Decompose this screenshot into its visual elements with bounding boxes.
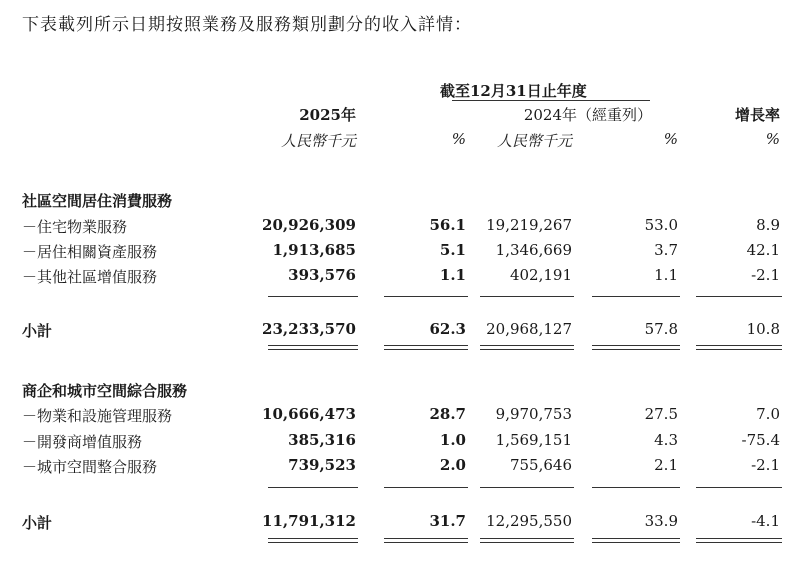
value-2025: 10,666,473 <box>262 405 356 423</box>
rule <box>480 487 574 488</box>
rule <box>592 296 680 297</box>
rule <box>696 296 782 297</box>
double-rule <box>480 345 574 350</box>
row-label: －城市空間整合服務 <box>22 458 158 476</box>
pct-2024: 4.3 <box>654 431 678 449</box>
table-row <box>0 266 800 290</box>
rule <box>384 296 468 297</box>
year-current-header: 2025年 <box>299 106 356 124</box>
value-2025: 385,316 <box>288 431 356 449</box>
pct-2025: 62.3 <box>429 320 466 338</box>
subtotal-label: 小計 <box>22 514 53 532</box>
pct-2025: 1.0 <box>439 431 466 449</box>
growth-rate: -4.1 <box>751 512 780 530</box>
year-prior-header: 2024年（經重列） <box>523 106 652 124</box>
pct-2025: 1.1 <box>439 266 466 284</box>
value-2024: 1,569,151 <box>495 431 572 449</box>
intro-text: 下表載列所示日期按照業務及服務類別劃分的收入詳情： <box>22 15 472 35</box>
double-rule <box>268 538 358 543</box>
value-2025: 1,913,685 <box>272 241 356 259</box>
row-label: －居住相關資產服務 <box>22 243 158 261</box>
unit-prior-header: 人民幣千元 <box>496 132 572 150</box>
value-2024: 9,970,753 <box>495 405 572 423</box>
pct-2024: 3.7 <box>654 241 678 259</box>
double-rule <box>384 538 468 543</box>
growth-rate: -2.1 <box>751 266 780 284</box>
pct-2024: 57.8 <box>644 320 678 338</box>
period-header: 截至12月31日止年度 <box>440 82 587 100</box>
row-label: －物業和設施管理服務 <box>22 407 173 425</box>
subtotal-row <box>0 320 800 344</box>
double-rule <box>696 345 782 350</box>
value-2025: 23,233,570 <box>262 320 356 338</box>
double-rule <box>384 345 468 350</box>
growth-rate: 8.9 <box>756 216 780 234</box>
pct-2024: 1.1 <box>654 266 678 284</box>
section-title: 社區空間居住消費服務 <box>22 192 173 210</box>
value-2025: 393,576 <box>288 266 356 284</box>
value-2025: 739,523 <box>288 456 356 474</box>
table-row <box>0 431 800 455</box>
growth-header: 增長率 <box>734 106 780 124</box>
section-title: 商企和城市空間綜合服務 <box>22 382 188 400</box>
rule <box>384 487 468 488</box>
row-label: －住宅物業服務 <box>22 218 128 236</box>
pct-2025: 31.7 <box>429 512 466 530</box>
unit-current-header: 人民幣千元 <box>280 132 356 150</box>
row-label: －其他社區增值服務 <box>22 268 158 286</box>
rule <box>592 487 680 488</box>
table-row <box>0 405 800 429</box>
double-rule <box>480 538 574 543</box>
table-row <box>0 216 800 240</box>
pct-2025: 56.1 <box>429 216 466 234</box>
row-label: －開發商增值服務 <box>22 433 143 451</box>
rule <box>268 487 358 488</box>
pct-2024: 53.0 <box>644 216 678 234</box>
value-2024: 1,346,669 <box>495 241 572 259</box>
growth-rate: 42.1 <box>746 241 780 259</box>
period-underline <box>452 100 650 101</box>
pct-2025: 28.7 <box>429 405 466 423</box>
subtotal-row <box>0 512 800 536</box>
pct-prior-header: % <box>663 130 678 148</box>
table-row <box>0 241 800 265</box>
pct-current-header: % <box>451 130 466 148</box>
growth-rate: -75.4 <box>741 431 780 449</box>
growth-rate: 7.0 <box>756 405 780 423</box>
value-2024: 19,219,267 <box>486 216 572 234</box>
pct-2025: 5.1 <box>439 241 466 259</box>
double-rule <box>268 345 358 350</box>
growth-rate: -2.1 <box>751 456 780 474</box>
rule <box>480 296 574 297</box>
rule <box>696 487 782 488</box>
rule <box>268 296 358 297</box>
subtotal-label: 小計 <box>22 322 53 340</box>
table-row <box>0 456 800 480</box>
double-rule <box>696 538 782 543</box>
double-rule <box>592 345 680 350</box>
value-2025: 20,926,309 <box>262 216 356 234</box>
value-2024: 20,968,127 <box>486 320 572 338</box>
value-2024: 755,646 <box>509 456 572 474</box>
value-2024: 12,295,550 <box>486 512 572 530</box>
pct-2024: 33.9 <box>644 512 678 530</box>
pct-2024: 2.1 <box>654 456 678 474</box>
pct-growth-header: % <box>765 130 780 148</box>
pct-2025: 2.0 <box>439 456 466 474</box>
double-rule <box>592 538 680 543</box>
pct-2024: 27.5 <box>644 405 678 423</box>
value-2024: 402,191 <box>509 266 572 284</box>
value-2025: 11,791,312 <box>262 512 356 530</box>
growth-rate: 10.8 <box>746 320 780 338</box>
